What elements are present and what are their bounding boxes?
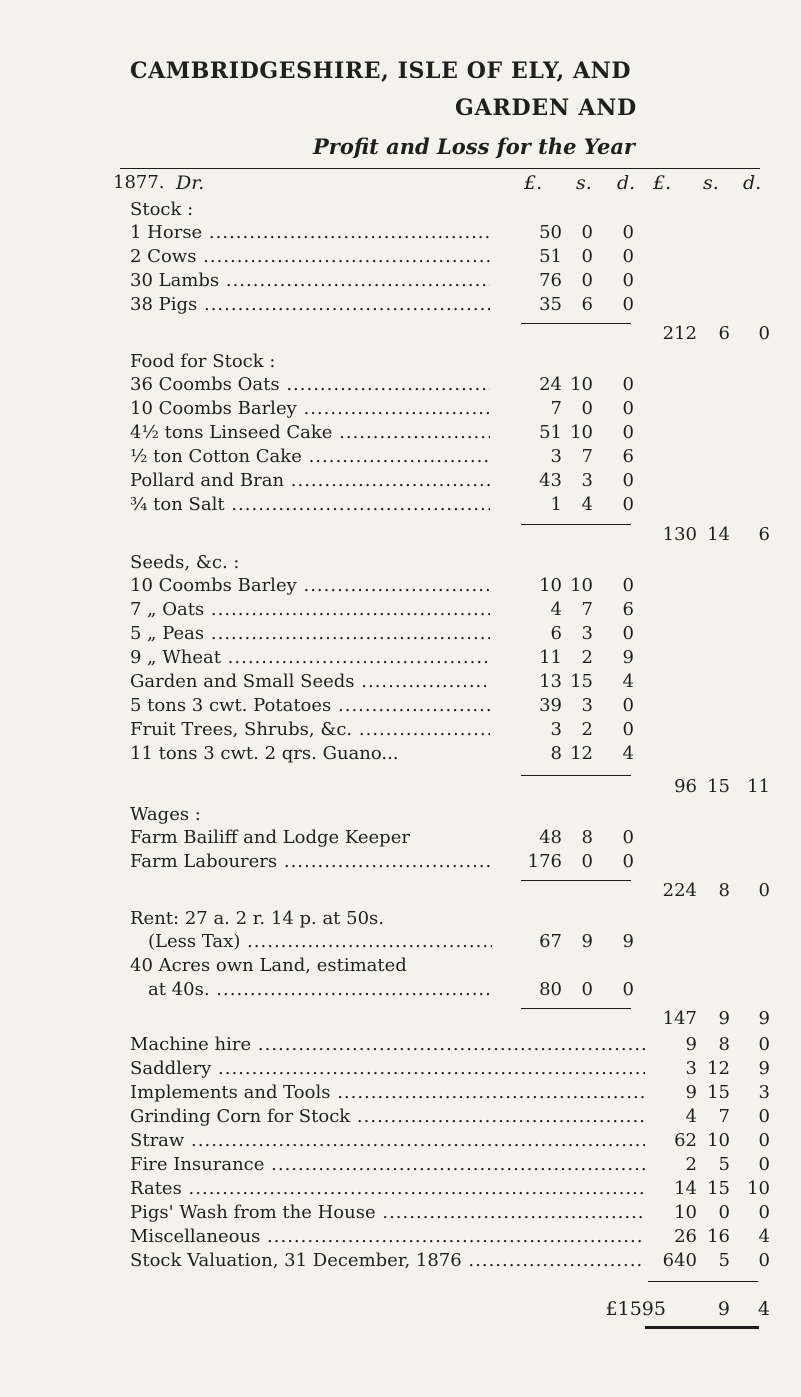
row-shillings: 5 bbox=[718, 1154, 730, 1175]
total-pence: 0 bbox=[758, 880, 770, 901]
row-shillings: 12 bbox=[707, 1058, 730, 1079]
total-shillings: 14 bbox=[707, 524, 730, 545]
row-label: Stock Valuation, 31 December, 1876 ..... bbox=[130, 1252, 645, 1270]
row-pence: 0 bbox=[622, 294, 634, 315]
section-rent-title: Rent: 27 a. 2 r. 14 p. at 50s. bbox=[130, 908, 385, 929]
grand-total-rule bbox=[648, 1281, 758, 1282]
total-pence: 6 bbox=[758, 524, 770, 545]
row-pounds: 3 bbox=[550, 719, 562, 740]
row-pence: 0 bbox=[622, 494, 634, 515]
row-pounds: 9 bbox=[685, 1082, 697, 1103]
row-pence: 9 bbox=[758, 1058, 770, 1079]
grand-total-pence: 4 bbox=[757, 1298, 770, 1320]
row-label: Grinding Corn for Stock ..... bbox=[130, 1108, 645, 1126]
header-subtitle: GARDEN AND bbox=[455, 95, 638, 121]
row-label: at 40s. ..... bbox=[148, 981, 492, 999]
row-pence: 4 bbox=[622, 743, 634, 764]
row-pounds: 14 bbox=[674, 1178, 697, 1199]
total-pounds: 130 bbox=[662, 524, 697, 545]
row-pence: 10 bbox=[747, 1178, 770, 1199]
row-shillings: 10 bbox=[570, 374, 593, 395]
row-pounds: 6 bbox=[550, 623, 562, 644]
row-label: 38 Pigs ..... bbox=[130, 296, 490, 314]
row-label: 30 Lambs ..... bbox=[130, 272, 490, 290]
row-label: ½ ton Cotton Cake ..... bbox=[130, 448, 490, 466]
row-shillings: 0 bbox=[581, 851, 593, 872]
row-shillings: 15 bbox=[707, 1178, 730, 1199]
row-pounds: 43 bbox=[539, 470, 562, 491]
row-pence: 9 bbox=[622, 931, 634, 952]
row-pence: 0 bbox=[758, 1154, 770, 1175]
row-pence: 0 bbox=[622, 827, 634, 848]
row-shillings: 10 bbox=[707, 1130, 730, 1151]
row-pence: 4 bbox=[758, 1226, 770, 1247]
row-pence: 0 bbox=[622, 270, 634, 291]
subtotal-rule bbox=[521, 323, 631, 324]
total-pounds: 212 bbox=[662, 323, 697, 344]
grand-total-double-rule bbox=[645, 1326, 759, 1329]
row-shillings: 8 bbox=[718, 1034, 730, 1055]
row-pounds: 24 bbox=[539, 374, 562, 395]
row-pence: 0 bbox=[622, 851, 634, 872]
row-label: 2 Cows ..... bbox=[130, 248, 490, 266]
row-pounds: 8 bbox=[550, 743, 562, 764]
row-pounds: 4 bbox=[550, 599, 562, 620]
row-pence: 0 bbox=[622, 575, 634, 596]
total-pence: 0 bbox=[758, 323, 770, 344]
ledger-year: 1877. bbox=[113, 172, 165, 193]
row-pence: 0 bbox=[622, 719, 634, 740]
row-label: Implements and Tools ..... bbox=[130, 1084, 645, 1102]
row-pence: 0 bbox=[622, 979, 634, 1000]
row-label: Pigs' Wash from the House ..... bbox=[130, 1204, 645, 1222]
row-shillings: 0 bbox=[581, 270, 593, 291]
row-pence: 0 bbox=[622, 398, 634, 419]
row-shillings: 0 bbox=[581, 222, 593, 243]
row-pounds: 80 bbox=[539, 979, 562, 1000]
total-pounds: 96 bbox=[674, 776, 697, 797]
row-label: 5 tons 3 cwt. Potatoes ..... bbox=[130, 697, 490, 715]
col-head-shillings: s. bbox=[576, 172, 592, 194]
row-shillings: 5 bbox=[718, 1250, 730, 1271]
row-label: Garden and Small Seeds ..... bbox=[130, 673, 490, 691]
row-shillings: 0 bbox=[581, 398, 593, 419]
row-pounds: 1 bbox=[550, 494, 562, 515]
row-pounds: 640 bbox=[662, 1250, 697, 1271]
subtotal-rule bbox=[521, 880, 631, 881]
row-pounds: 39 bbox=[539, 695, 562, 716]
row-pence: 0 bbox=[622, 470, 634, 491]
row-pence: 6 bbox=[622, 446, 634, 467]
row-label: 9 „ Wheat ..... bbox=[130, 649, 490, 667]
row-pence: 0 bbox=[622, 623, 634, 644]
header-profit-loss: Profit and Loss for the Year bbox=[313, 134, 635, 159]
row-label: Machine hire ..... bbox=[130, 1036, 645, 1054]
row-pence: 0 bbox=[622, 422, 634, 443]
row-label: 10 Coombs Barley ..... bbox=[130, 577, 490, 595]
row-pounds: 51 bbox=[539, 246, 562, 267]
row-pounds: 48 bbox=[539, 827, 562, 848]
row-shillings: 15 bbox=[707, 1082, 730, 1103]
row-pence: 0 bbox=[758, 1034, 770, 1055]
row-label: Miscellaneous ..... bbox=[130, 1228, 645, 1246]
row-label: Straw ..... bbox=[130, 1132, 645, 1150]
row-label: Pollard and Bran ..... bbox=[130, 472, 490, 490]
row-label: Farm Labourers ..... bbox=[130, 853, 490, 871]
row-pounds: 35 bbox=[539, 294, 562, 315]
row-label: ¾ ton Salt ..... bbox=[130, 496, 490, 514]
row-shillings: 3 bbox=[581, 470, 593, 491]
row-pounds: 7 bbox=[550, 398, 562, 419]
row-pounds: 67 bbox=[539, 931, 562, 952]
section-food-title: Food for Stock : bbox=[130, 351, 276, 372]
row-label: (Less Tax) ..... bbox=[148, 933, 492, 951]
col-head-pounds: £. bbox=[524, 172, 543, 194]
row-label: 5 „ Peas ..... bbox=[130, 625, 490, 643]
row-shillings: 3 bbox=[581, 623, 593, 644]
row-label: 7 „ Oats ..... bbox=[130, 601, 490, 619]
row-shillings: 2 bbox=[581, 719, 593, 740]
total-shillings: 6 bbox=[718, 323, 730, 344]
row-pounds: 10 bbox=[539, 575, 562, 596]
col-head-shillings-total: s. bbox=[703, 172, 719, 194]
row-pounds: 2 bbox=[685, 1154, 697, 1175]
row-shillings: 10 bbox=[570, 422, 593, 443]
row-pence: 3 bbox=[758, 1082, 770, 1103]
col-head-pounds-total: £. bbox=[653, 172, 672, 194]
row-label: Rates ..... bbox=[130, 1180, 645, 1198]
row-pounds: 51 bbox=[539, 422, 562, 443]
row-pence: 6 bbox=[622, 599, 634, 620]
row-pounds: 3 bbox=[685, 1058, 697, 1079]
total-shillings: 15 bbox=[707, 776, 730, 797]
row-label: 11 tons 3 cwt. 2 qrs. Guano... bbox=[130, 745, 399, 763]
section-stock-title: Stock : bbox=[130, 199, 194, 220]
row-label: 40 Acres own Land, estimated bbox=[130, 957, 407, 975]
total-pence: 11 bbox=[747, 776, 770, 797]
row-shillings: 15 bbox=[570, 671, 593, 692]
row-pounds: 9 bbox=[685, 1034, 697, 1055]
row-pounds: 76 bbox=[539, 270, 562, 291]
row-pounds: 11 bbox=[539, 647, 562, 668]
row-pounds: 3 bbox=[550, 446, 562, 467]
row-shillings: 0 bbox=[581, 246, 593, 267]
row-shillings: 9 bbox=[581, 931, 593, 952]
row-shillings: 7 bbox=[581, 446, 593, 467]
row-shillings: 0 bbox=[718, 1202, 730, 1223]
total-pence: 9 bbox=[758, 1008, 770, 1029]
row-label: Fruit Trees, Shrubs, &c. ..... bbox=[130, 721, 490, 739]
row-shillings: 6 bbox=[581, 294, 593, 315]
row-pence: 0 bbox=[622, 695, 634, 716]
row-label: Fire Insurance ..... bbox=[130, 1156, 645, 1174]
col-head-pence: d. bbox=[617, 172, 636, 194]
row-label: Saddlery ..... bbox=[130, 1060, 645, 1078]
subtotal-rule bbox=[521, 775, 631, 776]
row-pence: 9 bbox=[622, 647, 634, 668]
row-pence: 0 bbox=[622, 246, 634, 267]
row-shillings: 7 bbox=[581, 599, 593, 620]
row-shillings: 4 bbox=[581, 494, 593, 515]
row-pence: 0 bbox=[758, 1130, 770, 1151]
grand-total-shillings: 9 bbox=[717, 1298, 730, 1320]
row-pence: 4 bbox=[622, 671, 634, 692]
row-shillings: 0 bbox=[581, 979, 593, 1000]
row-pence: 0 bbox=[622, 222, 634, 243]
row-pence: 0 bbox=[758, 1250, 770, 1271]
row-pounds: 176 bbox=[527, 851, 562, 872]
row-shillings: 7 bbox=[718, 1106, 730, 1127]
row-shillings: 3 bbox=[581, 695, 593, 716]
total-shillings: 8 bbox=[718, 880, 730, 901]
section-wages-title: Wages : bbox=[130, 804, 201, 825]
row-label: 4½ tons Linseed Cake ..... bbox=[130, 424, 490, 442]
row-pounds: 50 bbox=[539, 222, 562, 243]
total-pounds: 224 bbox=[662, 880, 697, 901]
row-shillings: 12 bbox=[570, 743, 593, 764]
total-shillings: 9 bbox=[718, 1008, 730, 1029]
col-head-pence-total: d. bbox=[743, 172, 762, 194]
row-pence: 0 bbox=[758, 1106, 770, 1127]
row-pounds: 10 bbox=[674, 1202, 697, 1223]
row-pounds: 4 bbox=[685, 1106, 697, 1127]
header-rule bbox=[120, 168, 760, 169]
row-shillings: 16 bbox=[707, 1226, 730, 1247]
row-label: 10 Coombs Barley ..... bbox=[130, 400, 490, 418]
section-seeds-title: Seeds, &c. : bbox=[130, 552, 240, 573]
row-shillings: 2 bbox=[581, 647, 593, 668]
subtotal-rule bbox=[521, 1008, 631, 1009]
subtotal-rule bbox=[521, 524, 631, 525]
row-shillings: 10 bbox=[570, 575, 593, 596]
row-pence: 0 bbox=[622, 374, 634, 395]
row-pounds: 13 bbox=[539, 671, 562, 692]
row-pounds: 26 bbox=[674, 1226, 697, 1247]
ledger-side: Dr. bbox=[176, 172, 205, 194]
row-label: 1 Horse ..... bbox=[130, 224, 490, 242]
row-label: Farm Bailiff and Lodge Keeper bbox=[130, 829, 410, 847]
header-title: CAMBRIDGESHIRE, ISLE OF ELY, AND bbox=[130, 58, 632, 84]
row-pence: 0 bbox=[758, 1202, 770, 1223]
grand-total-pounds: £1595 bbox=[605, 1298, 666, 1320]
row-label: 36 Coombs Oats ..... bbox=[130, 376, 490, 394]
row-shillings: 8 bbox=[581, 827, 593, 848]
row-pounds: 62 bbox=[674, 1130, 697, 1151]
total-pounds: 147 bbox=[662, 1008, 697, 1029]
